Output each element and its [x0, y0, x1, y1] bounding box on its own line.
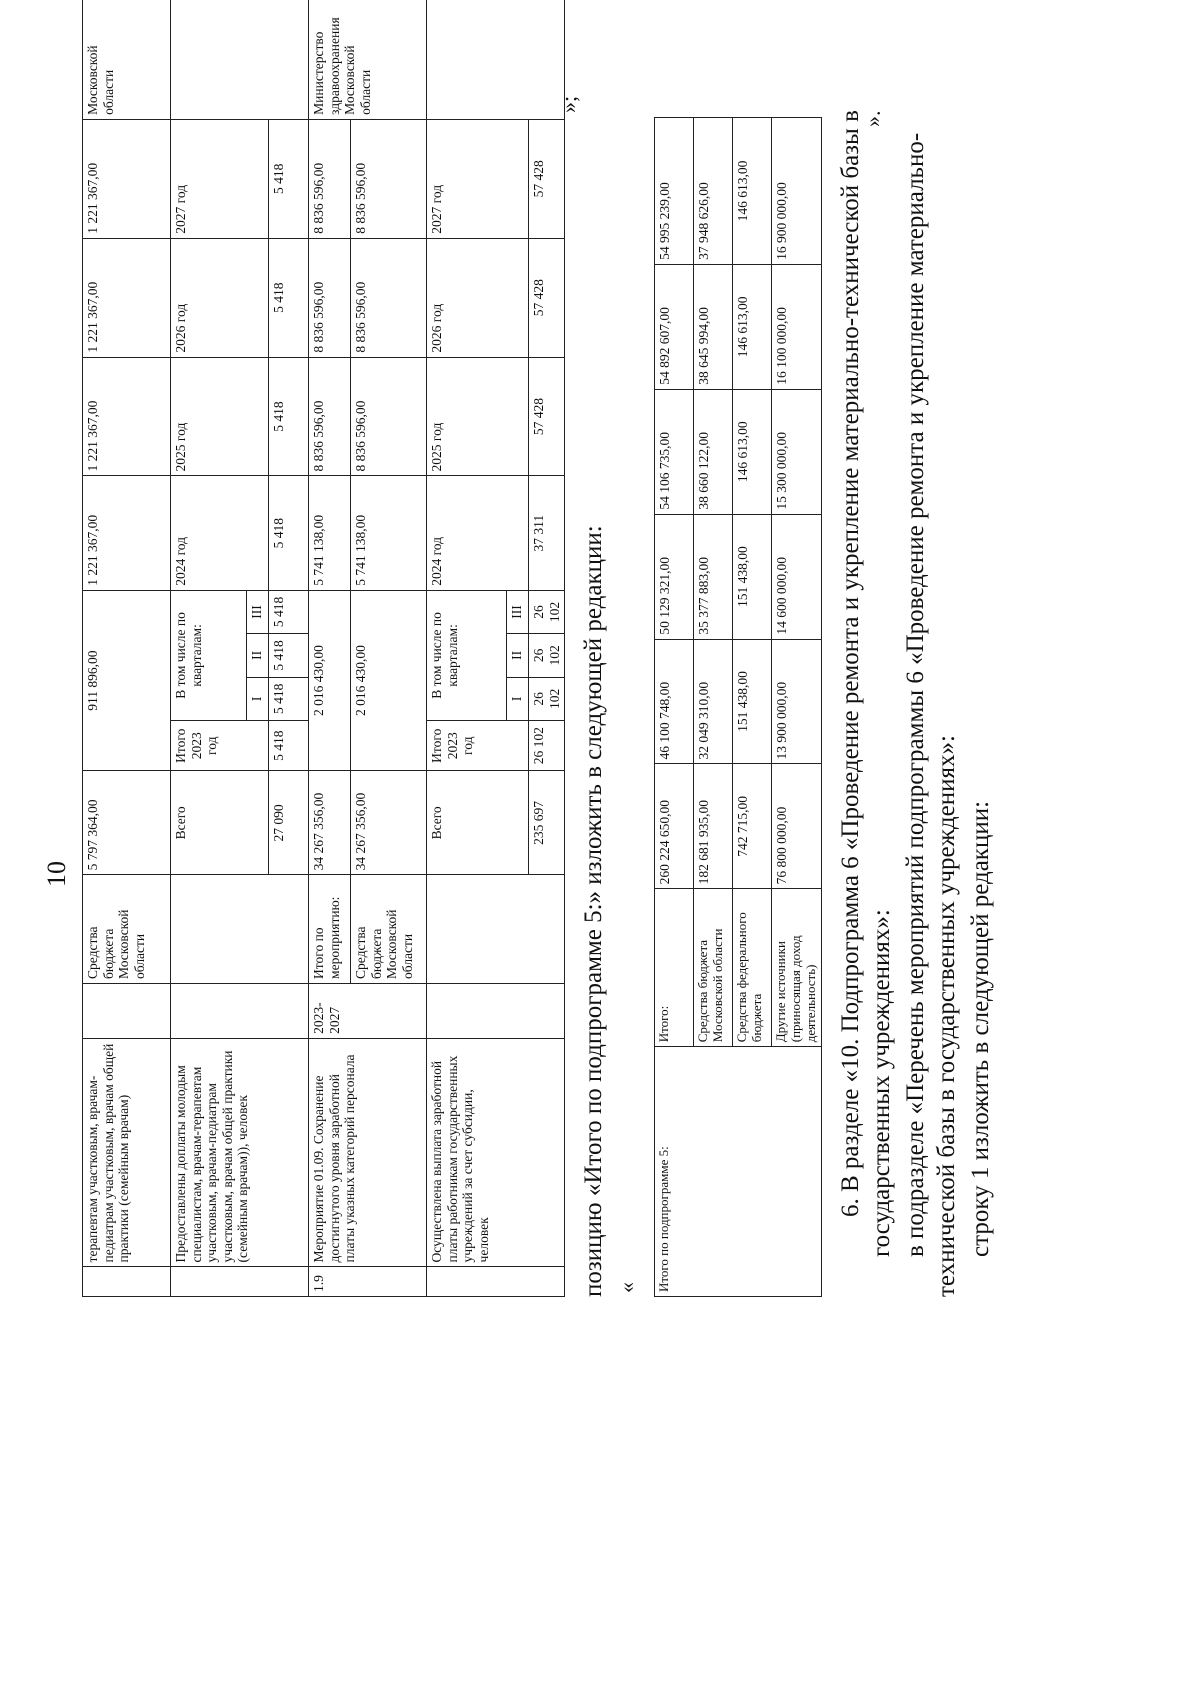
h2-itogo: Итого 2023 год [427, 721, 529, 771]
val: 38 660 122,00 [694, 389, 733, 514]
h-total: Всего [171, 771, 269, 875]
val: 50 129 321,00 [655, 514, 694, 639]
v2-q1: 26 102 [529, 677, 565, 720]
v-q3: 5 418 [269, 590, 309, 633]
paragraph-2: в подразделе «Перечень мероприятий подпрограммы 6 «Проведение ремонта и укрепление материально-технической базы в государственных учреждениях»: [902, 132, 961, 1297]
row-2026: 1 221 367,00 [83, 238, 171, 357]
table-row [427, 0, 507, 1297]
q3: III [247, 590, 269, 633]
q2: II [247, 634, 269, 677]
h-2024: 2024 год [171, 476, 269, 590]
v-2025: 5 418 [269, 357, 309, 476]
measure-src1: Итого по мероприятию: [309, 875, 351, 984]
val: 14 600 000,00 [772, 514, 822, 639]
position-text: позицию «Итого по подпрограмме 5:» изложить в следующей редакции: [580, 525, 607, 1297]
v-2024: 5 418 [269, 476, 309, 590]
val: 35 377 883,00 [694, 514, 733, 639]
v2-2026: 57 428 [529, 238, 565, 357]
h2-quarters: В том числе по кварталам: [427, 590, 507, 720]
totals-label: Итого по подпрограмме 5: [655, 1047, 822, 1297]
measure-2026-1: 8 836 596,00 [309, 238, 351, 357]
val: 182 681 935,00 [694, 764, 733, 889]
v2-itogo: 26 102 [529, 721, 565, 771]
measure-total-1: 34 267 356,00 [309, 771, 351, 875]
v-q1: 5 418 [269, 677, 309, 720]
val: 151 438,00 [733, 639, 772, 764]
src: Итого: [655, 889, 694, 1047]
q2-1: I [507, 677, 529, 720]
measure-2025-2: 8 836 596,00 [351, 357, 427, 476]
val: 54 892 607,00 [655, 264, 694, 389]
row-2024: 1 221 367,00 [83, 476, 171, 590]
v2-2025: 57 428 [529, 357, 565, 476]
table2-close: ». [860, 110, 885, 127]
row-2027: 1 221 367,00 [83, 119, 171, 238]
row-period [83, 983, 171, 1038]
subprogram-totals-table [654, 117, 822, 1297]
table-row [655, 118, 694, 1297]
h2-2024: 2024 год [427, 476, 529, 590]
v2-q3: 26 102 [529, 590, 565, 633]
row-total: 5 797 364,00 [83, 771, 171, 875]
val: 146 613,00 [733, 389, 772, 514]
q1: I [247, 677, 269, 720]
v2-2024: 37 311 [529, 476, 565, 590]
h-2027: 2027 год [171, 119, 269, 238]
src: Средства бюджета Московской области [694, 889, 733, 1047]
row-2023: 911 896,00 [83, 590, 171, 771]
open-quote: « [614, 1282, 639, 1293]
val: 151 438,00 [733, 514, 772, 639]
measure-2024-1: 5 741 138,00 [309, 476, 351, 590]
paragraph-1: 6. В разделе «10. Подпрограмма 6 «Проведение ремонта и укрепление материально-технической базы в государственных учреждениях»: [837, 110, 896, 1257]
val: 15 300 000,00 [772, 389, 822, 514]
val: 37 948 626,00 [694, 118, 733, 265]
src: Средства федерального бюджета [733, 889, 772, 1047]
val: 260 224 650,00 [655, 764, 694, 889]
measure-2027-2: 8 836 596,00 [351, 119, 427, 238]
val: 742 715,00 [733, 764, 772, 889]
val: 54 995 239,00 [655, 118, 694, 265]
measure-2023-2: 2 016 430,00 [351, 590, 427, 771]
row-source: Средства бюджета Московской области [83, 875, 171, 984]
val: 54 106 735,00 [655, 389, 694, 514]
v-total: 27 090 [269, 771, 309, 875]
h-2025: 2025 год [171, 357, 269, 476]
measure-period: 2023-2027 [309, 983, 427, 1038]
measure-responsible: Министерство здравоохранения Московской области [309, 0, 427, 119]
measure-src2: Средства бюджета Московской области [351, 875, 427, 984]
row-2025: 1 221 367,00 [83, 357, 171, 476]
h2-2026: 2026 год [427, 238, 529, 357]
table-row [171, 0, 247, 1297]
h2-2025: 2025 год [427, 357, 529, 476]
v2-2027: 57 428 [529, 119, 565, 238]
measure-desc: Мероприятие 01.09. Сохранение достигнутого уровня заработной платы указных категорий персонала [309, 1038, 427, 1267]
measure-2025-1: 8 836 596,00 [309, 357, 351, 476]
measure-total-2: 34 267 356,00 [351, 771, 427, 875]
v2-total: 235 697 [529, 771, 565, 875]
val: 146 613,00 [733, 264, 772, 389]
table-row [83, 0, 171, 1297]
val: 76 800 000,00 [772, 764, 822, 889]
val: 16 100 000,00 [772, 264, 822, 389]
measure-num: 1.9 [309, 1267, 427, 1297]
val: 13 900 000,00 [772, 639, 822, 764]
val: 16 900 000,00 [772, 118, 822, 265]
measures-table [82, 0, 565, 1297]
row-responsible: Московской области [83, 0, 171, 119]
h-quarters: В том числе по кварталам: [171, 590, 247, 720]
h2-2027: 2027 год [427, 119, 529, 238]
measure-2024-2: 5 741 138,00 [351, 476, 427, 590]
table1-close: »; [556, 95, 581, 113]
h2-total: Всего [427, 771, 529, 875]
v2-q2: 26 102 [529, 634, 565, 677]
row-desc: терапевтам участковым, врачам-педиатрам участковым, врачам общей практики (семейным врачам) [83, 1038, 171, 1267]
q2-3: III [507, 590, 529, 633]
measure-2023-1: 2 016 430,00 [309, 590, 351, 771]
measure-2027-1: 8 836 596,00 [309, 119, 351, 238]
val: 146 613,00 [733, 118, 772, 265]
v-itogo: 5 418 [269, 721, 309, 771]
h-2026: 2026 год [171, 238, 269, 357]
indicator-desc: Предоставлены доплаты молодым специалистам, врачам-терапевтам участковым, врачам-педиатрам участковым, врачам общей практики (семейным врачам)), человек [171, 1038, 309, 1267]
v-2027: 5 418 [269, 119, 309, 238]
page-number: 10 [42, 861, 71, 887]
val: 46 100 748,00 [655, 639, 694, 764]
v-2026: 5 418 [269, 238, 309, 357]
src: Другие источники (приносящая доход деятельность) [772, 889, 822, 1047]
indicator2-desc: Осуществлена выплата заработной платы работникам государственных учреждений за счет субсидии, человек [427, 1038, 565, 1267]
row-num [83, 1267, 171, 1297]
measure-2026-2: 8 836 596,00 [351, 238, 427, 357]
val: 38 645 994,00 [694, 264, 733, 389]
paragraph-3: строку 1 изложить в следующей редакции: [967, 800, 994, 1257]
v-q2: 5 418 [269, 634, 309, 677]
val: 32 049 310,00 [694, 639, 733, 764]
table-row [309, 0, 351, 1297]
h-itogo: Итого 2023 год [171, 721, 269, 771]
q2-2: II [507, 634, 529, 677]
